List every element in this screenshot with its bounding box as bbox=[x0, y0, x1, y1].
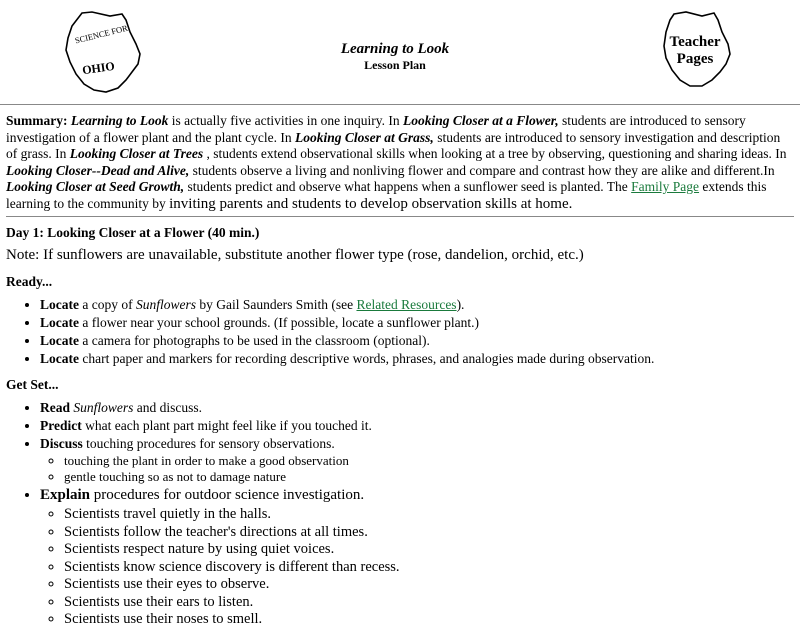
page-title: Learning to Look bbox=[340, 41, 450, 57]
document-content bbox=[0, 113, 800, 629]
ready-heading: Ready... bbox=[6, 274, 53, 289]
explain-sublist bbox=[40, 506, 794, 629]
science-for-ohio-logo bbox=[0, 8, 200, 96]
list-item: ◦ Scientists know science discovery is different than recess. bbox=[64, 559, 794, 577]
list-item: ◦ gentle touching so as not to damage nature bbox=[64, 469, 794, 485]
day1-note: Note: If sunflowers are unavailable, substitute another flower type (rose, dandelion, orchid, etc.) bbox=[6, 247, 584, 263]
list-item bbox=[40, 350, 794, 367]
ready-item-0-text: a copy of bbox=[78, 297, 136, 312]
ready-list bbox=[6, 296, 794, 367]
list-item: ◦ Scientists travel quietly in the halls. bbox=[64, 506, 794, 524]
ready-item-3-text: chart paper and markers for recording descriptive words, phrases, and analogies made during observation. bbox=[78, 351, 655, 366]
ready-item-0-italic: Sunflowers bbox=[135, 297, 196, 312]
list-item: ◦ Scientists use their eyes to observe. bbox=[64, 576, 794, 594]
list-item bbox=[40, 417, 794, 434]
list-item bbox=[40, 486, 794, 629]
summary-text-5: students observe a living and nonliving flower and compare and contrast how they are alike and different.In bbox=[189, 162, 775, 178]
summary-text-7: extends this learning to the community by bbox=[6, 179, 767, 211]
ready-item-0-after: ). bbox=[456, 297, 465, 312]
header-divider bbox=[0, 104, 800, 105]
ready-item-0-bold: Locate bbox=[40, 297, 79, 312]
list-item: ◦ Scientists use their noses to smell. bbox=[64, 611, 794, 629]
list-item bbox=[40, 296, 794, 313]
getset-list bbox=[6, 399, 794, 629]
list-item: ◦ Scientists use their ears to listen. bbox=[64, 594, 794, 612]
summary-text-8: inviting parents and students to develop observation skills at home. bbox=[169, 195, 573, 212]
ready-item-2-text: a camera for photographs to be used in the classroom (optional). bbox=[78, 333, 430, 348]
summary-label: Summary: bbox=[6, 113, 68, 128]
summary-text-4: , students extend observational skills when looking at a tree by observing, questioning and sharing ideas. In bbox=[203, 146, 787, 161]
ready-item-2-bold: Locate bbox=[40, 333, 79, 348]
page-subtitle: Lesson Plan bbox=[364, 58, 426, 72]
document-header bbox=[0, 0, 800, 100]
teacher-pages-line2: Pages bbox=[676, 51, 714, 67]
getset-read-italic: Sunflowers bbox=[73, 400, 134, 415]
ready-item-1-bold: Locate bbox=[40, 315, 79, 330]
family-page-link[interactable]: Family Page bbox=[631, 179, 700, 194]
summary-text-3: students are introduced to sensory investigation and description of grass. In bbox=[6, 129, 781, 161]
ready-item-3-bold: Locate bbox=[40, 351, 79, 366]
teacher-pages-label bbox=[590, 34, 800, 68]
ready-item-1-text: a flower near your school grounds. (If possible, locate a sunflower plant.) bbox=[78, 315, 479, 330]
summary-title-1: Learning to Look bbox=[70, 113, 169, 128]
svg-text:OHIO: OHIO bbox=[81, 58, 116, 78]
summary-title-2: Looking Closer at a Flower, bbox=[402, 113, 559, 128]
getset-predict-bold: Predict bbox=[40, 418, 82, 433]
summary-title-6: Looking Closer at Seed Growth, bbox=[6, 179, 185, 194]
summary-title-3: Looking Closer at Grass, bbox=[295, 129, 434, 145]
ready-item-0-mid: by Gail Saunders Smith (see bbox=[195, 297, 357, 312]
getset-heading: Get Set... bbox=[6, 377, 59, 392]
list-item bbox=[40, 399, 794, 416]
list-item bbox=[40, 332, 794, 349]
getset-discuss-text: touching procedures for sensory observations. bbox=[82, 436, 335, 451]
getset-explain-text: procedures for outdoor science investigation. bbox=[90, 487, 365, 503]
summary-paragraph bbox=[6, 113, 794, 212]
list-item: ◦ Scientists follow the teacher's directions at all times. bbox=[64, 524, 794, 542]
list-item: ◦ Scientists respect nature by using quiet voices. bbox=[64, 541, 794, 559]
list-item bbox=[40, 435, 794, 485]
getset-read-bold: Read bbox=[40, 400, 70, 415]
getset-explain-bold: Explain bbox=[40, 487, 91, 503]
teacher-pages-logo bbox=[590, 8, 800, 92]
summary-text-1: is actually five activities in one inquiry. In bbox=[168, 113, 403, 128]
list-item: ◦ touching the plant in order to make a good observation bbox=[64, 453, 794, 469]
svg-text:SCIENCE FOR: SCIENCE FOR bbox=[73, 22, 129, 46]
getset-predict-text: what each plant part might feel like if you touched it. bbox=[81, 418, 372, 433]
ohio-state-outline-icon bbox=[52, 10, 148, 96]
list-item bbox=[40, 314, 794, 331]
summary-text-6: students predict and observe what happens when a sunflower seed is planted. The bbox=[184, 179, 632, 194]
teacher-pages-line1: Teacher bbox=[669, 34, 721, 50]
getset-discuss-bold: Discuss bbox=[40, 436, 83, 451]
summary-text-2: students are introduced to sensory investigation of a flower plant and the plant cycle. In bbox=[6, 113, 746, 145]
summary-divider bbox=[6, 216, 794, 217]
day1-heading: Day 1: Looking Closer at a Flower (40 min.) bbox=[6, 225, 260, 240]
summary-title-5: Looking Closer--Dead and Alive, bbox=[6, 162, 190, 178]
getset-read-text: and discuss. bbox=[133, 400, 203, 415]
related-resources-link[interactable]: Related Resources bbox=[356, 297, 457, 312]
discuss-sublist bbox=[40, 453, 794, 485]
page-title-block bbox=[200, 8, 590, 73]
summary-title-4: Looking Closer at Trees bbox=[69, 146, 204, 161]
